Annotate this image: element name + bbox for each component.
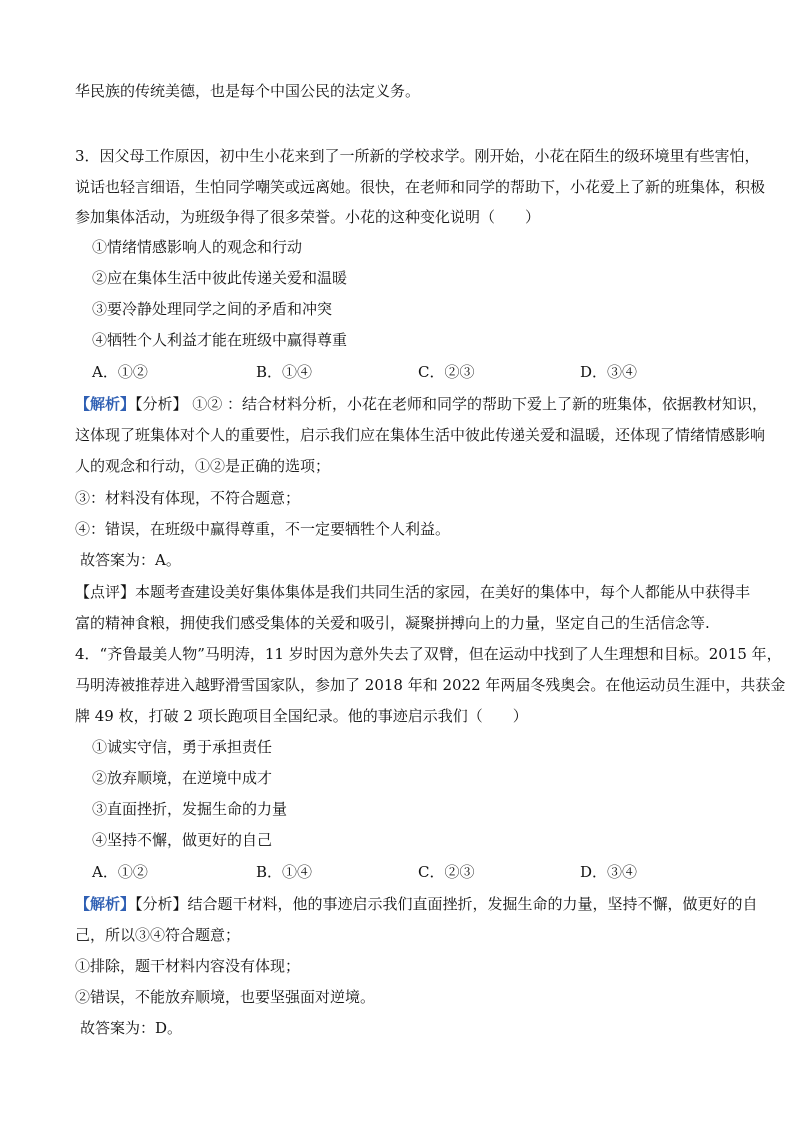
q3-analysis-line-3: 人的观念和行动，①②是正确的选项；	[75, 457, 331, 475]
q4-stem-line-3: 牌 49 枚，打破 2 项长跑项目全国纪录。他的事迹启示我们（ ）	[75, 707, 528, 725]
analysis-tag: 【解析】	[75, 395, 136, 413]
q4-answer: 故答案为：D。	[80, 1019, 183, 1037]
q3-analysis-line-5: ④：错误，在班级中赢得尊重，不一定要牺牲个人利益。	[75, 520, 451, 538]
q3-analysis-line-1	[75, 393, 767, 415]
q3-option-c: C．②③	[418, 363, 475, 381]
q4-option-a: A．①②	[92, 863, 148, 881]
q4-analysis-line-4: ②错误，不能放弃顺境，也要坚强面对逆境。	[75, 988, 376, 1006]
q3-stem-line-2: 说话也轻言细语，生怕同学嘲笑或远离她。很快，在老师和同学的帮助下，小花爱上了新的班集体，积极	[75, 178, 766, 196]
q4-option-b: B．①④	[256, 863, 313, 881]
q3-analysis-line-4: ③：材料没有体现，不符合题意；	[75, 489, 301, 507]
q4-analysis-line-1	[75, 893, 758, 915]
q3-item-2: ②应在集体生活中彼此传递关爱和温暖	[92, 269, 348, 287]
q3-item-1: ①情绪情感影响人的观念和行动	[92, 238, 303, 256]
q4-stem-line-2: 马明涛被推荐进入越野滑雪国家队，参加了 2018 年和 2022 年两届冬残奥会。在他运动员生涯中，共获金	[75, 676, 786, 694]
carryover-line: 华民族的传统美德，也是每个中国公民的法定义务。	[75, 82, 421, 100]
analysis-tag: 【解析】	[75, 895, 136, 913]
q4-analysis-text-1: 【分析】结合题干材料，他的事迹启示我们直面挫折，发掘生命的力量，坚持不懈，做更好的自	[135, 895, 758, 913]
q3-analysis-text-1: 【分析】 ①② ：结合材料分析，小花在老师和同学的帮助下爱上了新的班集体，依据教材知识，	[135, 395, 768, 413]
q3-stem-line-1: 3．因父母工作原因，初中生小花来到了一所新的学校求学。刚开始，小花在陌生的级环境里有些害怕，	[75, 147, 760, 165]
q4-analysis-line-3: ①排除，题干材料内容没有体现；	[75, 957, 301, 975]
q3-option-a: A．①②	[92, 363, 148, 381]
q3-comment-line-2: 富的精神食粮，拥使我们感受集体的关爱和吸引，凝聚拼搏向上的力量，坚定自己的生活信念等.	[75, 614, 710, 632]
q3-analysis-line-2: 这体现了班集体对个人的重要性，启示我们应在集体生活中彼此传递关爱和温暖，还体现了情绪情感影响	[75, 426, 766, 444]
q3-item-4: ④牺牲个人利益才能在班级中赢得尊重	[92, 331, 348, 349]
q3-stem-line-3: 参加集体活动，为班级争得了很多荣誉。小花的这种变化说明（ ）	[75, 208, 541, 226]
q3-option-b: B．①④	[256, 363, 313, 381]
q3-item-3: ③要冷静处理同学之间的矛盾和冲突	[92, 300, 333, 318]
q4-stem-line-1: 4．“齐鲁最美人物”马明涛，11 岁时因为意外失去了双臂，但在运动中找到了人生理想和目标。2015 年，	[75, 645, 782, 663]
q4-item-1: ①诚实守信，勇于承担责任	[92, 738, 273, 756]
q4-item-2: ②放弃顺境，在逆境中成才	[92, 769, 273, 787]
q4-item-3: ③直面挫折，发掘生命的力量	[92, 800, 288, 818]
q3-option-d: D．③④	[580, 363, 638, 381]
q4-option-d: D．③④	[580, 863, 638, 881]
q4-analysis-line-2: 己，所以③④符合题意；	[75, 926, 241, 944]
q3-answer: 故答案为：A。	[80, 551, 181, 569]
q4-item-4: ④坚持不懈，做更好的自己	[92, 831, 273, 849]
q4-option-c: C．②③	[418, 863, 475, 881]
q3-comment-line-1: 【点评】本题考查建设美好集体集体是我们共同生活的家园，在美好的集体中，每个人都能从中获得丰	[75, 583, 751, 601]
